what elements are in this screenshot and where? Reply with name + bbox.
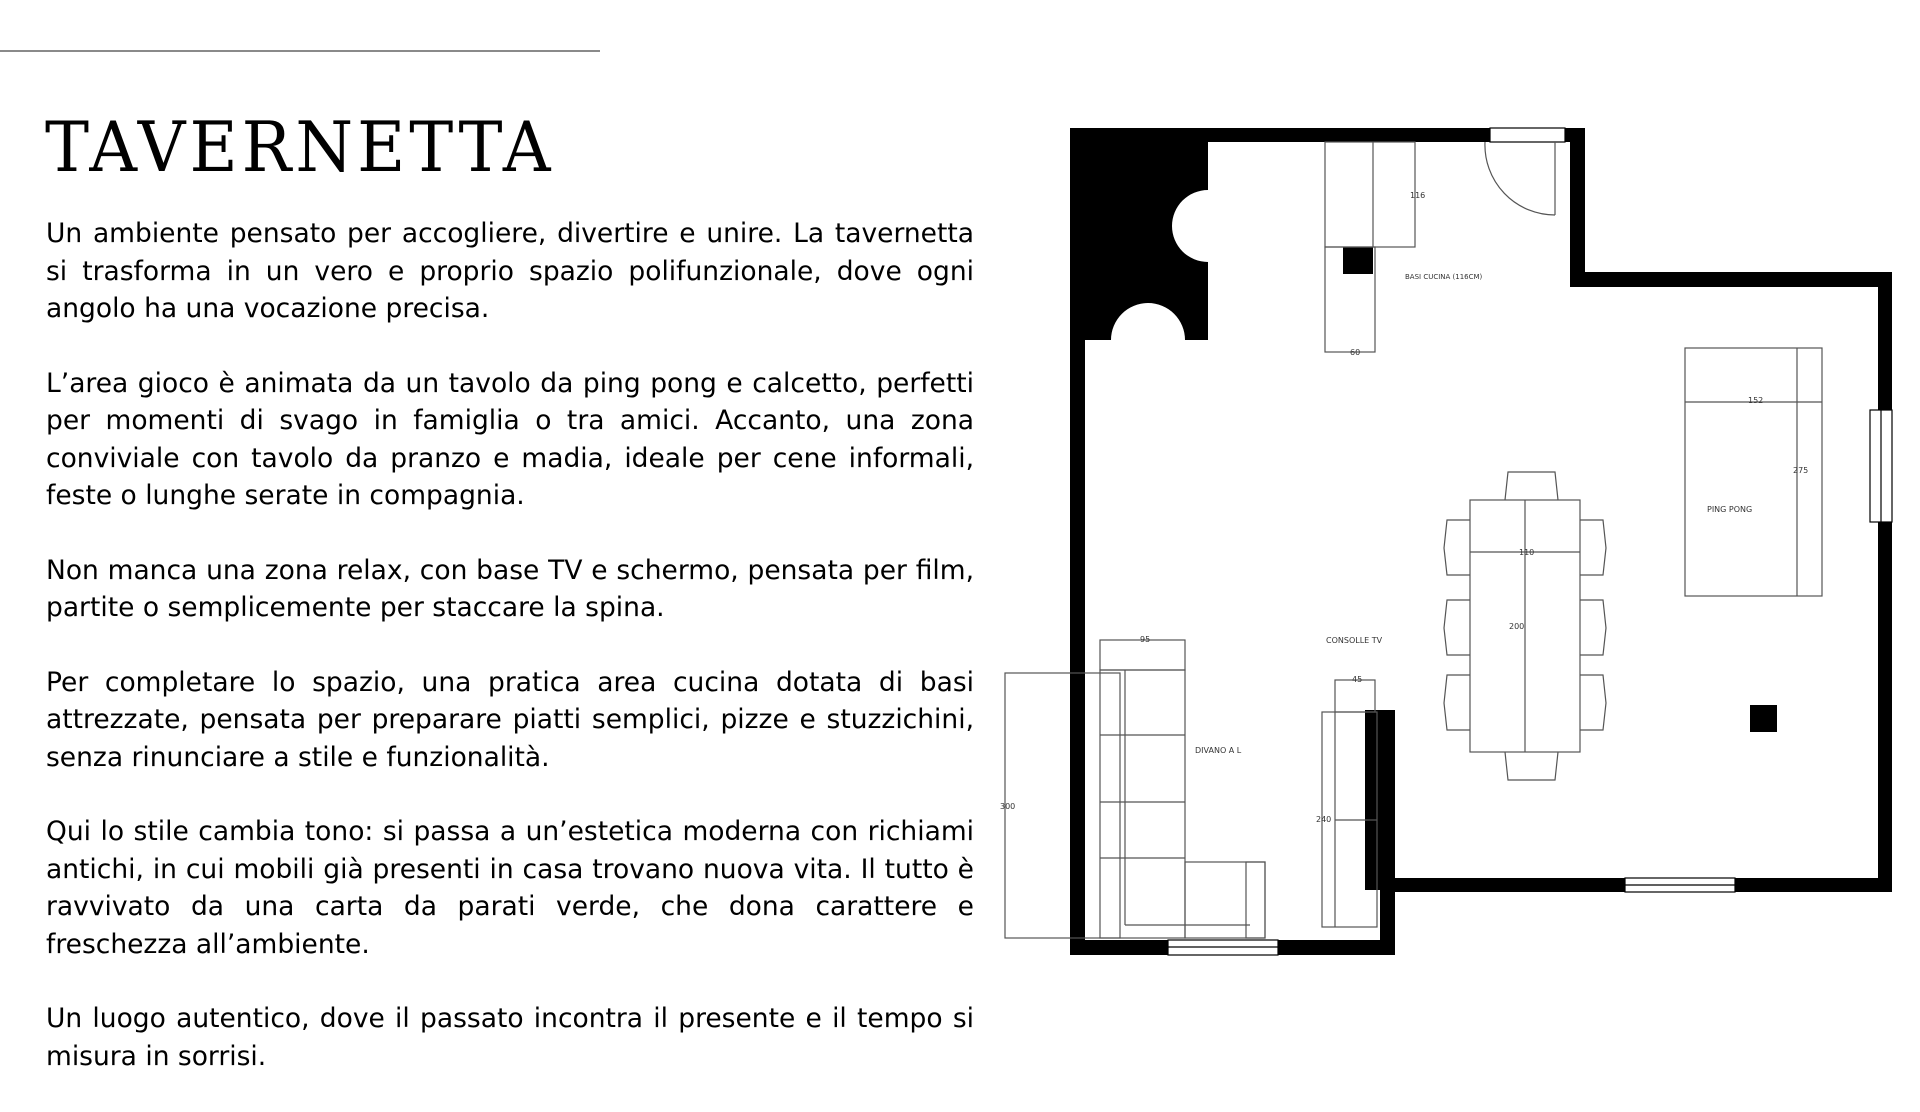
kitchen-depth-dim: 60 — [1350, 348, 1361, 357]
dining-table — [1444, 472, 1606, 780]
table-length-dim: 200 — [1509, 622, 1525, 631]
door — [1485, 142, 1555, 215]
paragraph-kitchen-area: Per completare lo spazio, una pratica area cucina dotata di basi attrezzate, pensata per preparare piatti semplici, pizze e stuzzichini, senza rinunciare a stile e funzionalità. — [46, 666, 974, 773]
paragraph-relax-area: Non manca una zona relax, con base TV e schermo, pensata per film, partite o semplicemente per staccare la spina. — [46, 554, 974, 623]
paragraph-style: Qui lo stile cambia tono: si passa a un’estetica moderna con richiami antichi, in cui mobili già presenti in casa trovano nuova vita. Il tutto è ravvivato da una carta da parati verde, che dona carattere e freschezza all’ambiente. — [46, 816, 974, 960]
sofa-length-dim: 300 — [1000, 802, 1016, 811]
console-depth-dim: 45 — [1352, 675, 1363, 684]
page-title: TAVERNETTA — [45, 107, 555, 188]
windows — [1168, 128, 1892, 955]
console-label: CONSOLLE TV — [1326, 636, 1383, 645]
kitchen-width-dim: 116 — [1410, 191, 1426, 200]
pingpong-label: PING PONG — [1707, 505, 1753, 514]
pingpong-width-dim: 152 — [1748, 396, 1764, 405]
kitchen-label: BASI CUCINA (116CM) — [1405, 273, 1483, 281]
console-length-dim: 240 — [1316, 815, 1332, 824]
sofa-depth-dim: 95 — [1140, 635, 1151, 644]
description — [46, 215, 974, 1112]
walls — [1070, 128, 1892, 955]
paragraph-game-area: L’area gioco è animata da un tavolo da ping pong e calcetto, perfetti per momenti di svago in famiglia o tra amici. Accanto, una zona conviviale con tavolo da pranzo e madia, ideale per cene informali, feste o lunghe serate in compagnia. — [46, 367, 974, 511]
sofa-l — [1005, 640, 1265, 938]
paragraph-intro: Un ambiente pensato per accogliere, divertire e unire. La tavernetta si trasforma in un vero e proprio spazio polifunzionale, dove ogni angolo ha una vocazione precisa. — [46, 218, 974, 324]
sofa-label: DIVANO A L — [1195, 746, 1242, 755]
floor-plan — [1000, 125, 1920, 970]
top-divider — [0, 50, 600, 52]
paragraph-closing: Un luogo autentico, dove il passato incontra il presente e il tempo si misura in sorrisi. — [46, 1003, 974, 1072]
kitchen-units — [1325, 142, 1415, 352]
pingpong-length-dim: 275 — [1793, 466, 1809, 475]
table-width-dim: 110 — [1519, 548, 1535, 557]
